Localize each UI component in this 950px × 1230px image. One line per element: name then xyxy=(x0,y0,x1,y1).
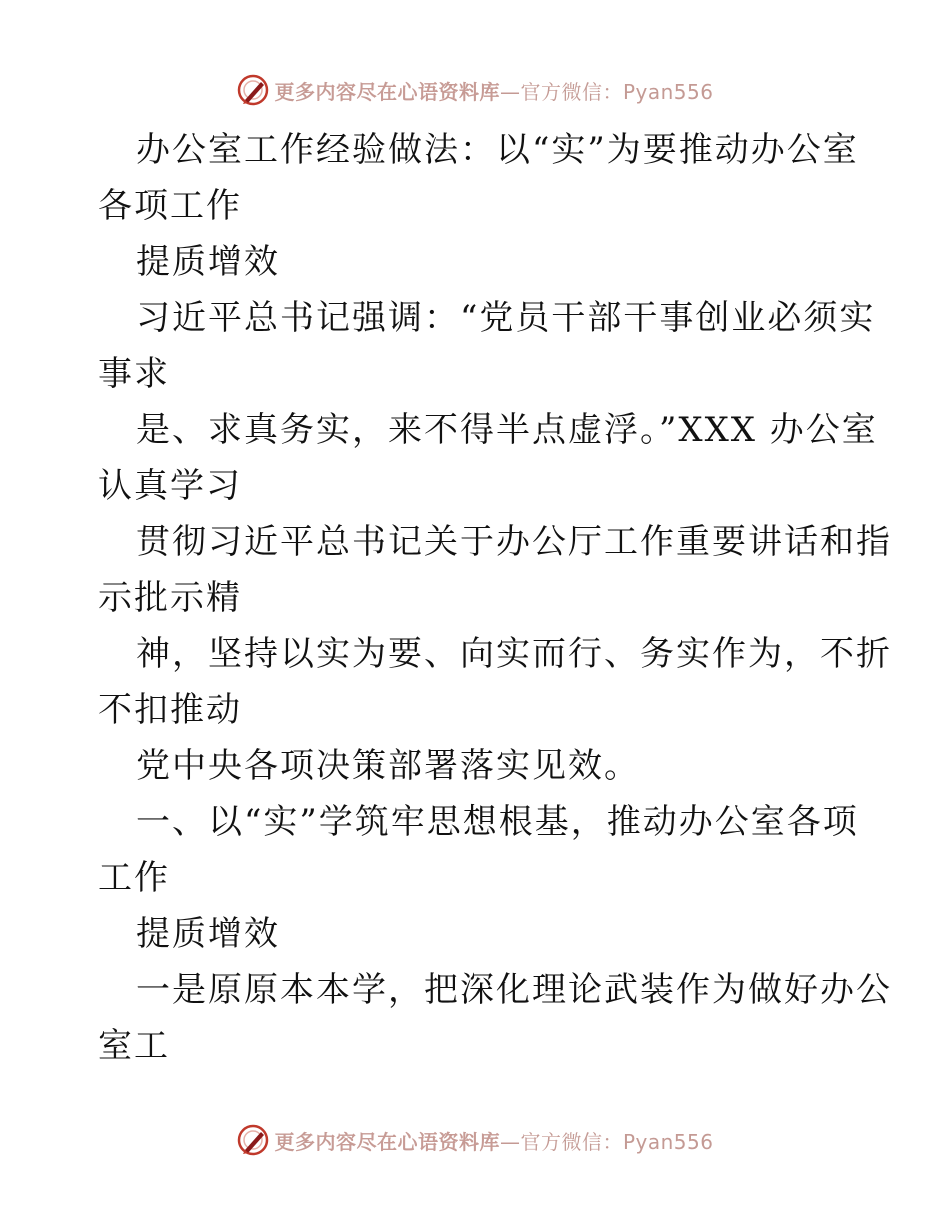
text-line: 提质增效 xyxy=(136,242,280,282)
text-line: 事求 xyxy=(98,354,170,394)
header-banner-lead: 更多内容尽在心语资料库 xyxy=(274,79,500,104)
text-line: 一、以“实”学筑牢思想根基，推动办公室各项 xyxy=(136,802,859,842)
footer-banner-text xyxy=(274,1126,713,1155)
footer-banner-lead: 更多内容尽在心语资料库 xyxy=(274,1129,500,1154)
document-body xyxy=(98,122,892,1074)
text-line: 不扣推动 xyxy=(98,690,242,730)
pen-circle-logo-icon xyxy=(236,73,270,107)
header-banner xyxy=(0,70,950,110)
text-line: 示批示精 xyxy=(98,578,242,618)
text-line: 贯彻习近平总书记关于办公厅工作重要讲话和指 xyxy=(136,522,892,562)
text-line: 室工 xyxy=(98,1026,170,1066)
text-line: 神，坚持以实为要、向实而行、务实作为，不折 xyxy=(136,634,892,674)
text-line: 是、求真务实，来不得半点虚浮。”XXX 办公室 xyxy=(136,410,878,450)
header-banner-dash: — xyxy=(499,79,521,104)
text-line: 党中央各项决策部署落实见效。 xyxy=(136,746,640,786)
header-banner-tail: 官方微信：Pyan556 xyxy=(520,79,714,104)
text-line: 工作 xyxy=(98,858,170,898)
text-line: 一是原原本本学，把深化理论武装作为做好办公 xyxy=(136,970,892,1010)
text-line: 办公室工作经验做法：以“实”为要推动办公室 xyxy=(136,130,859,170)
text-line: 习近平总书记强调：“党员干部干事创业必须实 xyxy=(136,298,876,338)
text-line: 各项工作 xyxy=(98,186,242,226)
footer-banner-dash: — xyxy=(499,1129,521,1154)
text-line: 认真学习 xyxy=(98,466,242,506)
text-line: 提质增效 xyxy=(136,914,280,954)
pen-circle-logo-icon xyxy=(236,1123,270,1157)
header-banner-text xyxy=(274,76,713,105)
footer-banner xyxy=(0,1120,950,1160)
footer-banner-tail: 官方微信：Pyan556 xyxy=(520,1129,714,1154)
